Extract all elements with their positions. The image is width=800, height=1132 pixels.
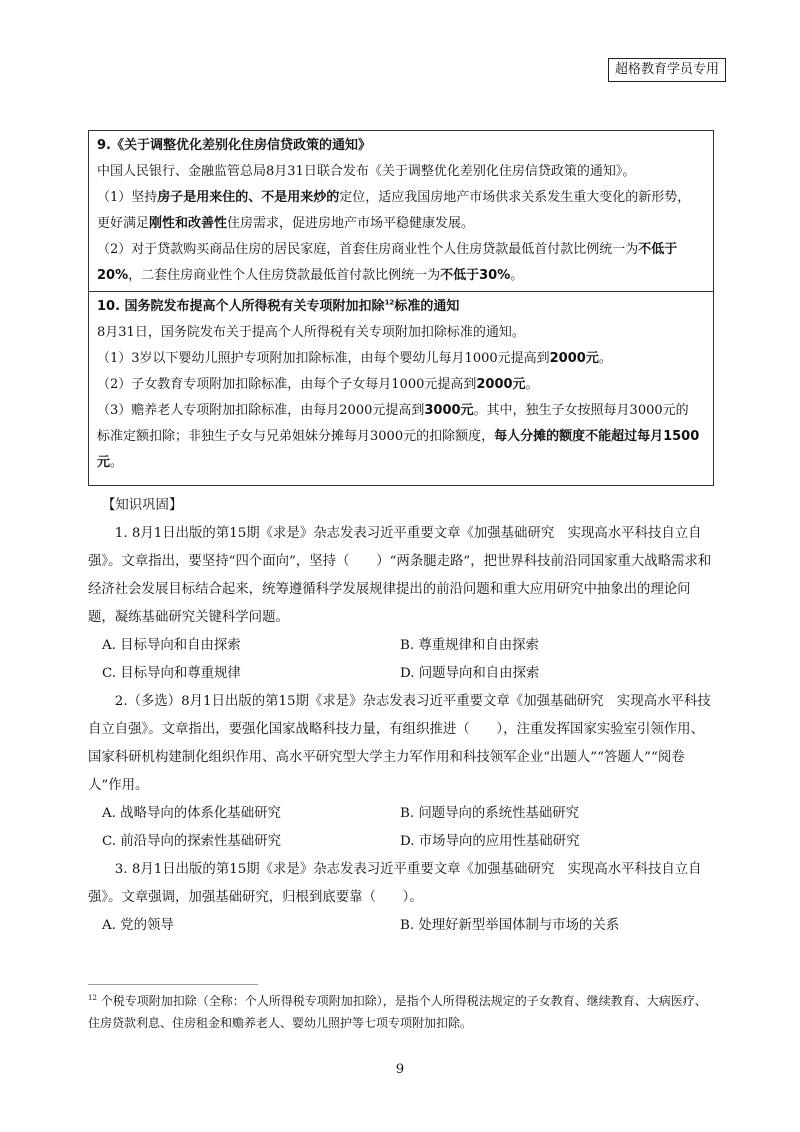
knowledge-review-section <box>88 492 712 940</box>
question-2-option-b[interactable]: B. 问题导向的系统性基础研究 <box>400 806 580 821</box>
section-heading: 【知识巩固】 <box>102 498 183 513</box>
box10-point-3: （3）赡养老人专项附加扣除标准，由每月2000元提高到3000元。其中，独生子女按照每月3000元的 标准定额扣除；非独生子女与兄弟姐妹分摊每月3000元的扣除额度，每人分摊的额度不能超过每月1500 元。 <box>97 403 700 470</box>
box9-intro: 中国人民银行、金融监管总局8月31日联合发布《关于调整优化差别化住房信贷政策的通知》。 <box>97 164 636 179</box>
question-2-option-d[interactable]: D. 市场导向的应用性基础研究 <box>400 834 580 849</box>
question-1-options-row-2 <box>88 660 712 688</box>
question-2-options-row-1 <box>88 800 712 828</box>
question-3-stem: 3. 8月1日出版的第15期《求是》杂志发表习近平重要文章《加强基础研究 实现高水平科技自立自强》。文章强调，加强基础研究，归根到底要靠（ ）。 <box>88 862 702 905</box>
question-1-options-row-1 <box>88 632 712 660</box>
page-number: 9 <box>395 1062 405 1077</box>
question-1-option-c[interactable]: C. 目标导向和尊重规律 <box>102 666 241 681</box>
box10-intro: 8月31日，国务院发布关于提高个人所得税有关专项附加扣除标准的通知。 <box>97 325 525 340</box>
box10-point-1: （1）3岁以下婴幼儿照护专项附加扣除标准，由每个婴幼儿每月1000元提高到2000元。 <box>97 351 612 366</box>
question-1-option-a[interactable]: A. 目标导向和自由探索 <box>102 638 241 653</box>
question-3-options-row-1 <box>88 912 712 940</box>
question-2-option-a[interactable]: A. 战略导向的体系化基础研究 <box>102 806 281 821</box>
question-2-stem: 2.（多选）8月1日出版的第15期《求是》杂志发表习近平重要文章《加强基础研究 实现高水平科技自立自强》。文章指出，要强化国家战略科技力量，有组织推进（ ），注重发挥国家实验室引领作用、国家科研机构建制化组织作用、高水平研究型大学主力军作用和科技领军企业“出题人”“答题人”“阅卷人”作用。 <box>88 694 711 793</box>
question-1-option-d[interactable]: D. 问题导向和自由探索 <box>400 666 540 681</box>
box9-title: 9.《关于调整优化差别化住房信贷政策的通知》 <box>97 138 371 153</box>
question-3-option-b[interactable]: B. 处理好新型举国体制与市场的关系 <box>400 918 620 933</box>
box10-point-2: （2）子女教育专项附加扣除标准，由每个子女每月1000元提高到2000元。 <box>97 377 539 392</box>
question-1-option-b[interactable]: B. 尊重规律和自由探索 <box>400 638 539 653</box>
footnote: $^{12}$ 个税专项附加扣除（全称：个人所得税专项附加扣除），是指个人所得税法规定的子女教育、继续教育、大病医疗、住房贷款利息、住房租金和赡养老人、婴幼儿照护等七项专项附加扣除。 <box>88 994 707 1030</box>
header-stamp: 超格教育学员专用 <box>608 58 726 82</box>
box9-point-2: （2）对于贷款购买商品住房的居民家庭，首套住房商业性个人住房贷款最低首付款比例统一为不低于 20%，二套住房商业性个人住房贷款最低首付款比例统一为不低于30%。 <box>97 242 678 283</box>
question-3-option-a[interactable]: A. 党的领导 <box>102 918 174 933</box>
box10-title: 10. 国务院发布提高个人所得税有关专项附加扣除$^{12}$标准的通知 <box>97 298 460 314</box>
policy-box-10 <box>88 291 714 486</box>
question-1-stem: 1. 8月1日出版的第15期《求是》杂志发表习近平重要文章《加强基础研究 实现高水平科技自立自强》。文章指出，要坚持“四个面向”，坚持（ ）“两条腿走路”，把世界科技前沿同国家重大战略需求和经济社会发展目标结合起来，统筹遵循科学发展规律提出的前沿问题和重大应用研究中抽象出的理论问题，凝练基础研究关键科学问题。 <box>88 526 712 625</box>
policy-box-9 <box>88 130 714 292</box>
question-2-options-row-2 <box>88 828 712 856</box>
footnote-divider <box>88 984 258 985</box>
footnote-mark: 12 <box>88 994 97 1002</box>
question-2-option-c[interactable]: C. 前沿导向的探索性基础研究 <box>102 834 281 849</box>
box9-point-1: （1）坚持房子是用来住的、不是用来炒的定位，适应我国房地产市场供求关系发生重大变化的新形势， 更好满足刚性和改善性住房需求，促进房地产市场平稳健康发展。 <box>97 190 691 231</box>
footnote-ref: 12 <box>384 298 395 307</box>
